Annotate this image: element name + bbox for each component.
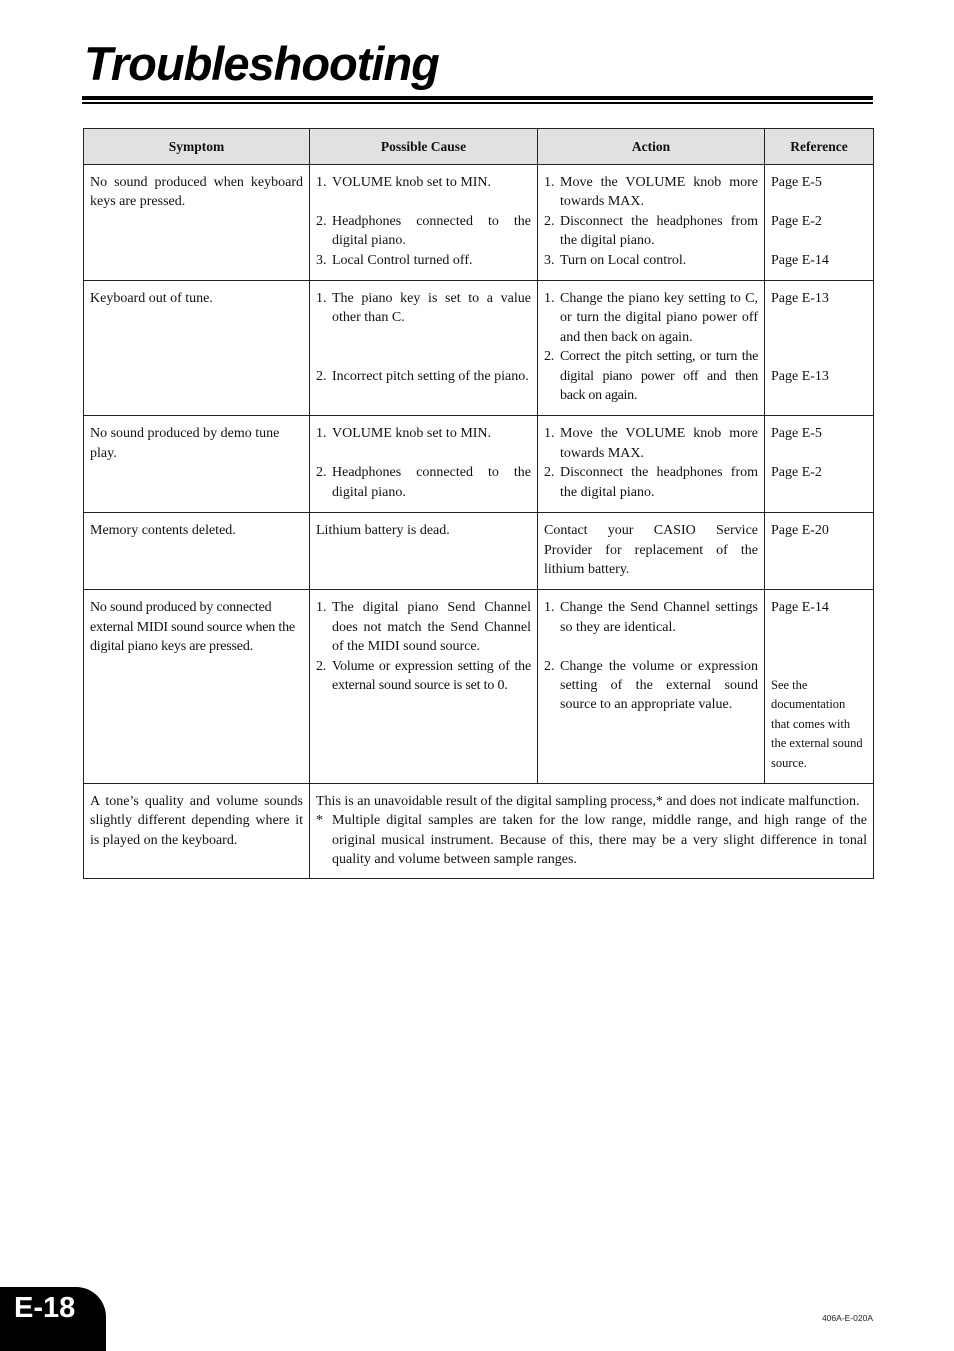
action-item: 2. Change the volume or expression setting of the external sound source to an appropriate value. (544, 658, 758, 713)
symptom-cell: No sound produced by demo tune play. (84, 416, 310, 513)
cause-item: 2. Headphones connected to the digital piano. (316, 465, 531, 500)
reference-cell (765, 281, 874, 416)
action-item: 2. Disconnect the headphones from the digital piano. (544, 465, 758, 500)
reference-cell (765, 416, 874, 513)
title-rule-thick (82, 96, 873, 100)
reference-cell (765, 165, 874, 281)
title-rule-thin (82, 102, 873, 104)
action-cell (538, 165, 765, 281)
table-header-row (84, 129, 874, 165)
reference-cell (765, 590, 874, 784)
reference-link[interactable]: Page E-13 (771, 291, 829, 307)
reference-link[interactable]: Page E-2 (771, 465, 822, 481)
page-number: E-18 (14, 1292, 76, 1324)
explanation-text: This is an unavoidable result of the digital sampling process,* and does not indicate malfunction. (316, 793, 860, 809)
reference-link[interactable]: Page E-5 (771, 426, 822, 442)
table-row (84, 590, 874, 784)
reference-link[interactable]: Page E-2 (771, 213, 822, 229)
table-row (84, 513, 874, 590)
symptom-cell: Memory contents deleted. (84, 513, 310, 590)
header-symptom: Symptom (84, 129, 310, 165)
header-possible-cause: Possible Cause (310, 129, 538, 165)
table-row (84, 165, 874, 281)
cause-item: 2. Volume or expression setting of the external sound source is set to 0. (316, 658, 531, 693)
action-item: 1. Change the piano key setting to C, or turn the digital piano power off and then back on again. (544, 291, 758, 345)
reference-link[interactable]: Page E-5 (771, 175, 822, 190)
reference-link[interactable]: Page E-13 (771, 368, 829, 384)
action-item: 1. Move the VOLUME knob more towards MAX. (544, 175, 758, 210)
action-item: 1. Move the VOLUME knob more towards MAX. (544, 426, 758, 461)
footnote (316, 811, 867, 869)
action-cell: Contact your CASIO Service Provider for replacement of the lithium battery. (538, 513, 765, 590)
action-item: 1. Change the Send Channel settings so they are identical. (544, 600, 758, 635)
reference-note: See the documentation that comes with the external sound source. (771, 677, 863, 770)
cause-item: 1. The piano key is set to a value other than C. (316, 291, 531, 326)
table-row (84, 416, 874, 513)
action-item: 2. Disconnect the headphones from the digital piano. (544, 213, 758, 249)
action-item: 2. Correct the pitch setting, or turn the digital piano power off and then back on again. (544, 349, 758, 404)
action-cell (538, 416, 765, 513)
symptom-cell: A tone’s quality and volume sounds slightly different depending where it is played on the keyboard. (84, 783, 310, 878)
symptom-cell: Keyboard out of tune. (84, 281, 310, 416)
cause-cell (310, 590, 538, 784)
troubleshooting-table (83, 128, 874, 879)
action-item: 3. Turn on Local control. (544, 252, 687, 268)
cause-item: 2. Incorrect pitch setting of the piano. (316, 368, 529, 384)
footnote-text: Multiple digital samples are taken for the low range, middle range, and high range of the original musical instrument. Because of this, there may be a very slight difference in tonal quality and volume between sample ranges. (332, 813, 867, 868)
symptom-cell: No sound produced when keyboard keys are pressed. (84, 165, 310, 281)
cause-cell (310, 165, 538, 281)
cause-cell (310, 416, 538, 513)
page-number-tab (0, 1287, 106, 1351)
table-row (84, 783, 874, 878)
document-code: 406A-E-020A (821, 1313, 873, 1323)
cause-item: 1. The digital piano Send Channel does not match the Send Channel of the MIDI sound source. (316, 600, 531, 655)
action-cell (538, 590, 765, 784)
explanation-cell (310, 783, 874, 878)
cause-item: 1. VOLUME knob set to MIN. (316, 426, 492, 442)
action-cell (538, 281, 765, 416)
cause-cell: Lithium battery is dead. (310, 513, 538, 590)
table-row (84, 281, 874, 416)
footnote-mark: * (316, 813, 323, 829)
cause-item: 2. Headphones connected to the digital piano. (316, 213, 531, 249)
cause-cell (310, 281, 538, 416)
header-reference: Reference (765, 129, 874, 165)
page-title: Troubleshooting (84, 37, 439, 90)
header-action: Action (538, 129, 765, 165)
cause-item: 1. VOLUME knob set to MIN. (316, 175, 492, 190)
reference-link[interactable]: Page E-14 (771, 600, 829, 616)
cause-item: 3. Local Control turned off. (316, 252, 473, 268)
reference-link[interactable]: Page E-20 (765, 513, 874, 590)
symptom-cell: No sound produced by connected external MIDI sound source when the digital piano keys are pressed. (84, 590, 310, 784)
reference-link[interactable]: Page E-14 (771, 252, 829, 268)
